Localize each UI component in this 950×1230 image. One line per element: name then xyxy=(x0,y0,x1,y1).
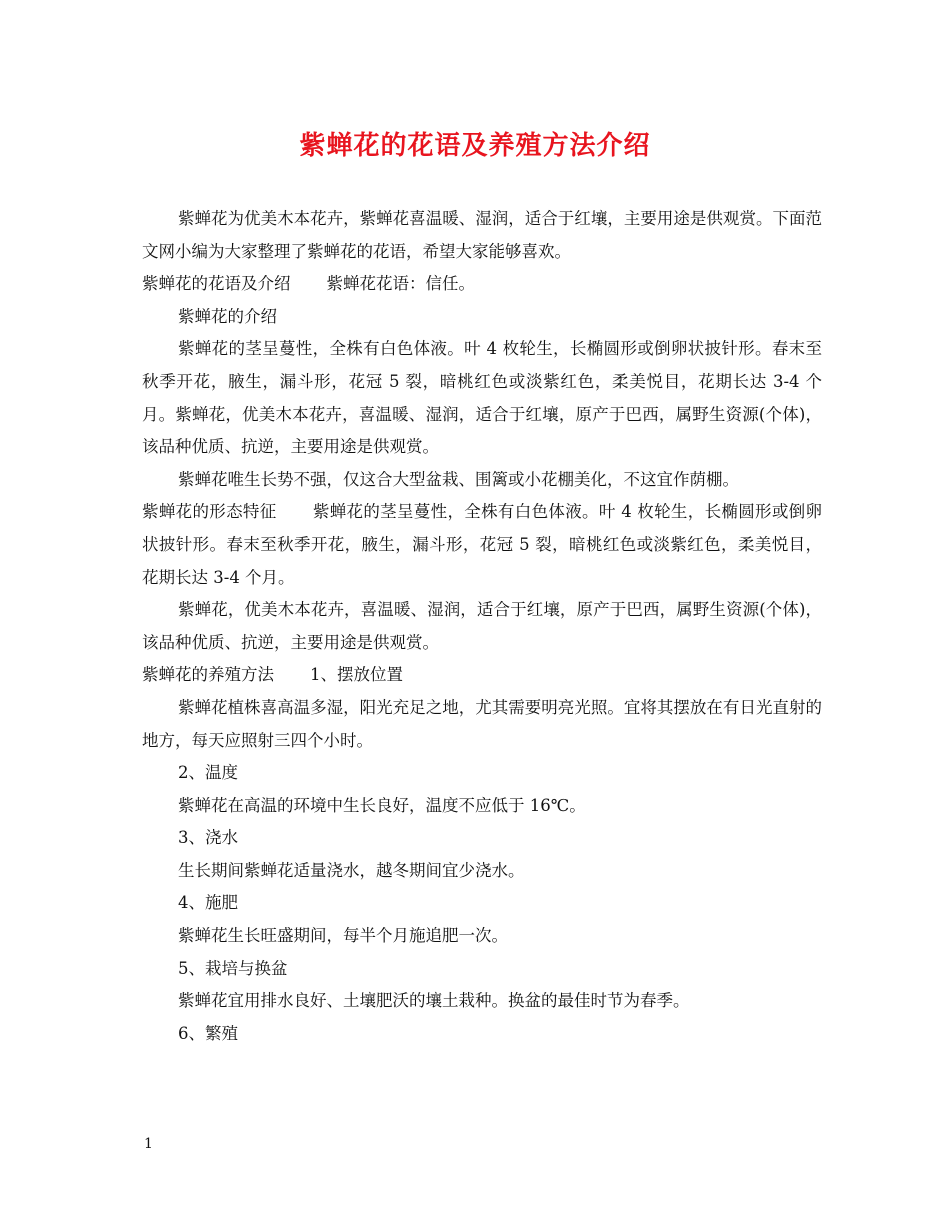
paragraph-intro: 紫蝉花为优美木本花卉，紫蝉花喜温暖、湿润，适合于红壤，主要用途是供观赏。下面范文网小编为大家整理了紫蝉花的花语，希望大家能够喜欢。 xyxy=(142,209,822,261)
cultivation-step-6-heading: 6、繁殖 xyxy=(178,1023,238,1043)
paragraph-fertilizing: 紫蝉花生长旺盛期间，每半个月施追肥一次。 xyxy=(178,926,508,946)
paragraph-cultivation xyxy=(142,659,822,692)
section-heading-cultivation: 紫蝉花的养殖方法 xyxy=(142,665,274,685)
page-number: 1 xyxy=(144,1136,153,1152)
paragraph-flower-language xyxy=(142,268,822,301)
paragraph-placement: 紫蝉花植株喜高温多湿，阳光充足之地，尤其需要明亮光照。宜将其摆放在有日光直射的地方，每天应照射三四个小时。 xyxy=(142,697,822,750)
paragraph-morphology xyxy=(142,496,822,594)
cultivation-step-5-heading: 5、栽培与换盆 xyxy=(178,958,288,978)
section-heading-introduction: 紫蝉花的介绍 xyxy=(178,306,277,326)
section-heading-flower-language: 紫蝉花的花语及介绍 xyxy=(142,274,291,294)
paragraph-introduction: 紫蝉花的茎呈蔓性，全株有白色体液。叶 4 枚轮生，长椭圆形或倒卵状披针形。春末至秋季开花，腋生，漏斗形，花冠 5 裂，暗桃红色或淡紫红色，柔美悦目，花期长达 3-4 个月。紫蝉花，优美木本花卉，喜温暖、湿润，适合于红壤，原产于巴西，属野生资源(个体)，该品种优质、抗逆，主要用途是供观赏。 xyxy=(142,339,822,457)
paragraph-planting: 紫蝉花宜用排水良好、土壤肥沃的壤土栽种。换盆的最佳时节为春季。 xyxy=(178,991,690,1011)
document-body xyxy=(142,203,822,1050)
cultivation-step-1-heading: 1、摆放位置 xyxy=(310,665,403,685)
morphology-text: 紫蝉花的茎呈蔓性，全株有白色体液。叶 4 枚轮生，长椭圆形或倒卵状披针形。春末至秋季开花，腋生，漏斗形，花冠 5 裂，暗桃红色或淡紫红色，柔美悦目，花期长达 3-4 个月。 xyxy=(142,502,823,587)
cultivation-step-2-heading: 2、温度 xyxy=(178,763,238,783)
paragraph-temperature: 紫蝉花在高温的环境中生长良好，温度不应低于 16℃。 xyxy=(178,795,586,815)
section-heading-morphology: 紫蝉花的形态特征 xyxy=(142,502,277,522)
cultivation-step-3-heading: 3、浇水 xyxy=(178,828,238,848)
flower-language-text: 紫蝉花花语：信任。 xyxy=(326,274,475,294)
paragraph-origin: 紫蝉花，优美木本花卉，喜温暖、湿润，适合于红壤，原产于巴西，属野生资源(个体)，该品种优质、抗逆，主要用途是供观赏。 xyxy=(142,600,822,652)
paragraph-growth: 紫蝉花唯生长势不强，仅这合大型盆栽、围篱或小花棚美化，不这宜作荫棚。 xyxy=(178,469,739,489)
document-title: 紫蝉花的花语及养殖方法介绍 xyxy=(299,131,651,161)
cultivation-step-4-heading: 4、施肥 xyxy=(178,893,238,913)
paragraph-watering: 生长期间紫蝉花适量浇水，越冬期间宜少浇水。 xyxy=(178,860,525,880)
